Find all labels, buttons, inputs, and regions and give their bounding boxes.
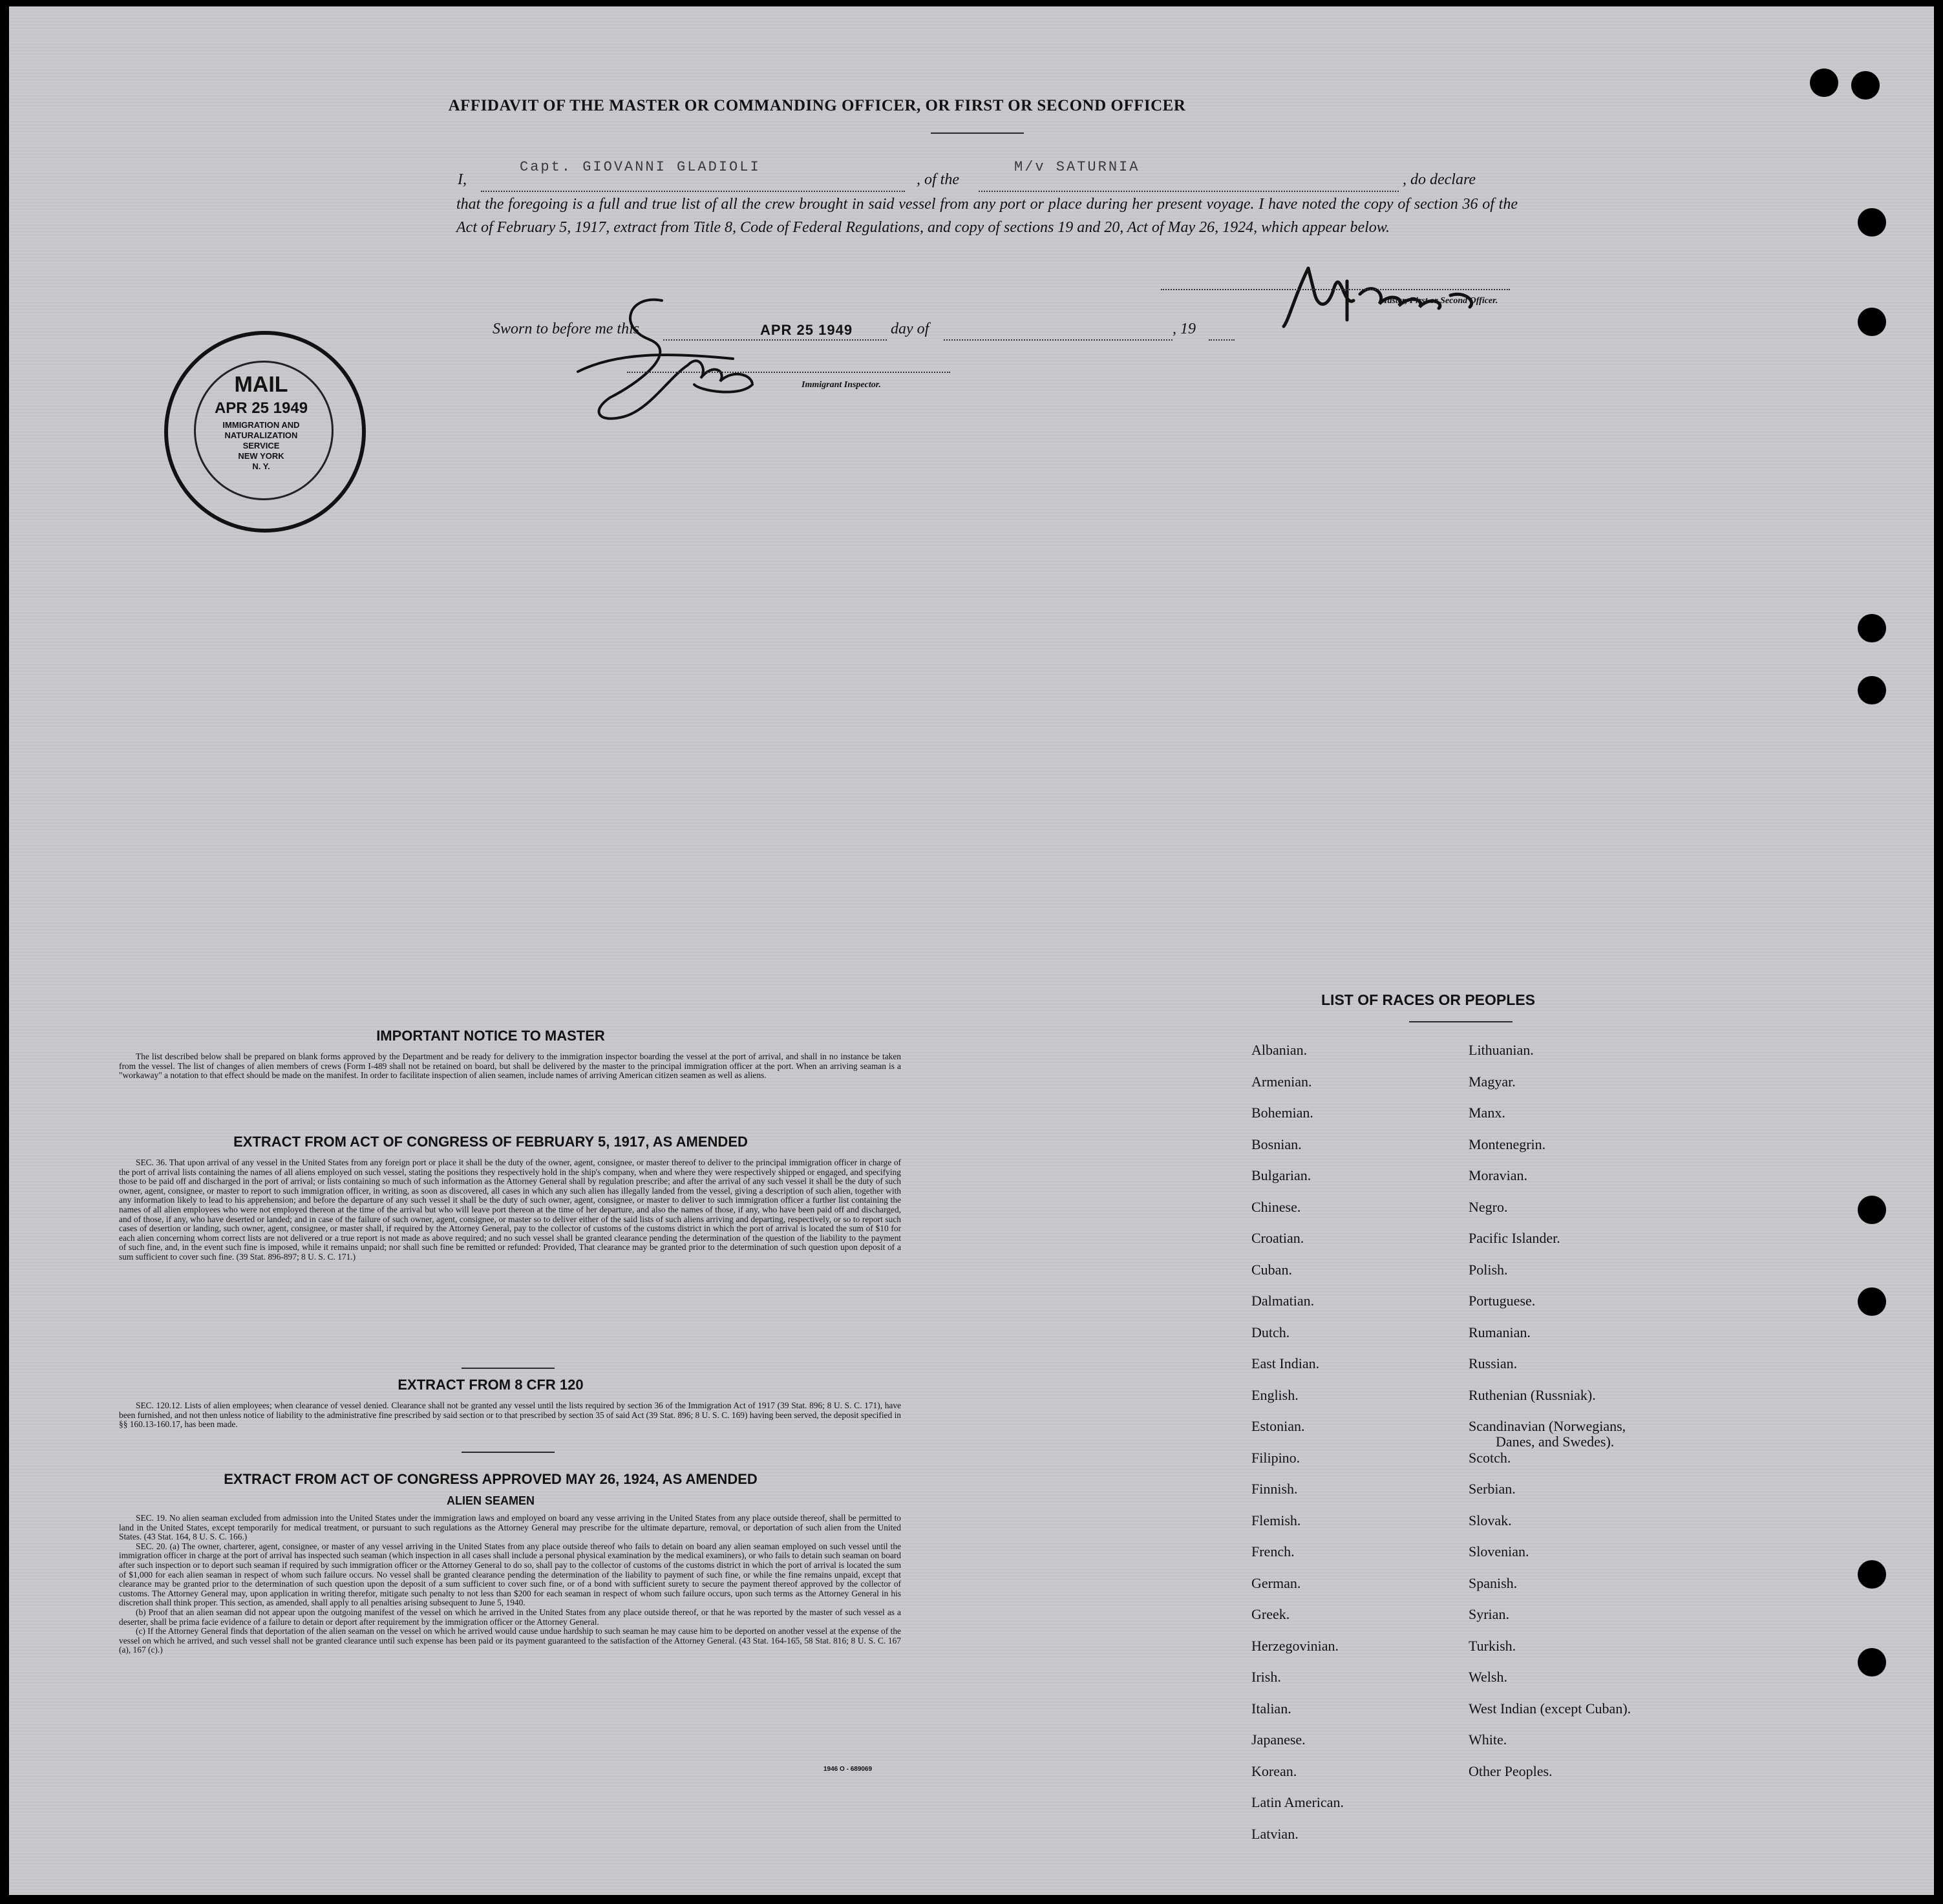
extract-1917-text — [119, 1158, 901, 1262]
sec-19-paragraph: SEC. 19. No alien seaman excluded from admission into the United States under the immigration laws and employed on board any vesse arriving in the United States from any place outside thereof, shall be permitted to land in the United States, except temporarily for medical treatment, or pursuant to such regulations as the Attorney General may prescribe for the ultimate departure, removal, or deportation of such alien from the United States. (43 Stat. 164, 8 U. S. C. 166.) — [119, 1513, 901, 1542]
race-item: Ruthenian (Russniak). — [1469, 1386, 1596, 1403]
inspector-signature-line — [627, 372, 950, 373]
race-item: Greek. — [1251, 1606, 1290, 1622]
race-item: Irish. — [1251, 1669, 1281, 1685]
binder-hole — [1858, 1648, 1886, 1677]
race-item: Slovenian. — [1469, 1543, 1529, 1560]
race-item: Croatian. — [1251, 1230, 1304, 1246]
race-item: Italian. — [1251, 1700, 1291, 1717]
races-title: LIST OF RACES OR PEOPLES — [1321, 991, 1535, 1008]
sec-120-paragraph: SEC. 120.12. Lists of alien employees; when clearance of vessel denied. Clearance shall not be granted any vessel until the lists required by section 36 of the Immigration Act of 1917 (39 Stat. 896; 8 U. S. C. 171), have been furnished, and not then unless notice of liability to the administrative fine prescribed by said section or to that prescribed by section 35 of said Act (39 Stat. 896; 8 U. S. C. 169) having been served, the deposit specified in §§ 160.13-160.17, has been made. — [119, 1401, 901, 1430]
master-name-line — [481, 191, 905, 192]
race-item: Chinese. — [1251, 1198, 1301, 1215]
race-item: Manx. — [1469, 1105, 1505, 1121]
race-item: Armenian. — [1251, 1073, 1312, 1090]
race-item: English. — [1251, 1386, 1299, 1403]
binder-hole — [1810, 69, 1838, 97]
binder-hole — [1858, 208, 1886, 237]
race-item: Portuguese. — [1469, 1293, 1536, 1309]
extract-cfr-text — [119, 1401, 901, 1430]
month-line — [944, 339, 1173, 341]
race-item: Dutch. — [1251, 1324, 1290, 1340]
race-item: Welsh. — [1469, 1669, 1507, 1685]
race-item: Finnish. — [1251, 1481, 1298, 1497]
race-item: Spanish. — [1469, 1574, 1518, 1591]
race-item: French. — [1251, 1543, 1295, 1560]
day-of-label: day of — [891, 321, 929, 337]
print-code: 1946 O - 689069 — [823, 1766, 873, 1773]
stamp-line4: NEW YORK — [238, 451, 284, 461]
officer-signature-line — [1161, 289, 1510, 290]
binder-hole — [1858, 308, 1886, 336]
document-page — [9, 6, 1934, 1895]
notice-title: IMPORTANT NOTICE TO MASTER — [376, 1028, 605, 1044]
race-item: Serbian. — [1469, 1481, 1516, 1497]
year-line — [1209, 339, 1235, 341]
race-item: Lithuanian. — [1469, 1042, 1534, 1058]
races-rule — [1409, 1021, 1513, 1022]
stamp-mail: MAIL — [234, 372, 288, 397]
affidavit-body: that the foregoing is a full and true list of all the crew brought in said vessel from any port or place during her present voyage. I have noted the copy of section 36 of the Act of February 5, 1917, extract from Title 8, Code of Federal Regulations, and copy of sections 19 and 20, Act of May 26, 1924, which appear below. — [456, 196, 1518, 236]
inspector-signature — [539, 288, 785, 430]
race-item: Other Peoples. — [1469, 1762, 1553, 1779]
race-item: Albanian. — [1251, 1042, 1308, 1058]
officer-caption: Master, First or Second Officer. — [1379, 296, 1498, 306]
race-item: Filipino. — [1251, 1449, 1301, 1466]
stamp-line1: IMMIGRATION AND — [222, 420, 300, 430]
sec-36-paragraph: SEC. 36. That upon arrival of any vessel in the United States from any foreign port or place it shall be the duty of the owner, agent, consignee, or master thereof to deliver to the principal immigration officer in charge of the port of arrival lists containing the names of all aliens employed on such vessel, stating the positions they respectively hold in the ship's company, when and where they were respectively shipped or engaged, and specifying those to be paid off and discharged in the port of arrival; or lists containing so much of such information as the Attorney General shall by regulation prescribe; and after the arrival of any such vessel it shall be the duty of such owner, agent, consignee, or master to report to such immigration officer, in writing, as soon as discovered, all cases in which any such alien has illegally landed from the vessel, giving a description of such alien, together with any information likely to lead to his apprehension; and before the departure of any such vessel it shall be the duty of such owner, agent, consignee, or master to deliver to such immigration officer a further list containing the names of all alien employees who were not employed thereon at the time of the arrival but who will leave port thereon at the time of her departure, and also the names of those, if any, who have been paid off and discharged, and of those, if any, who have deserted or landed; and in case of the failure of such owner, agent, consignee, or master so to deliver either of the said lists of such aliens arriving and departing, respectively, or so to report such cases of desertion or landing, such owner, agent, consignee, or master shall, if required by the Attorney General, pay to the collector of customs of the customs district in which the port of arrival is located the sum of $10 for each alien concerning whom correct lists are not delivered or a true report is not made as above required; and no such vessel shall be granted clearance pending the determination of the question of the liability to the payment of such fine, and, in the event such fine is imposed, while it remains unpaid; nor shall such fine be remitted or refunded: Provided, That clearance may be granted prior to the determination of such question upon deposit of a sum sufficient to cover such fine. (39 Stat. 896-897; 8 U. S. C. 171.) — [119, 1158, 901, 1262]
title-rule — [931, 132, 1024, 134]
extract-1924-title: EXTRACT FROM ACT OF CONGRESS APPROVED MAY 26, 1924, AS AMENDED — [224, 1471, 758, 1487]
race-item: Syrian. — [1469, 1606, 1509, 1622]
race-item: Latvian. — [1251, 1825, 1299, 1842]
race-item: Bosnian. — [1251, 1136, 1302, 1152]
race-item: West Indian (except Cuban). — [1469, 1700, 1631, 1717]
race-item: Korean. — [1251, 1762, 1297, 1779]
notice-paragraph: The list described below shall be prepared on blank forms approved by the Department and be ready for delivery to the immigration inspector boarding the vessel at the port of arrival, and shall in no instance be taken from the vessel. The list of changes of alien members of crews (Form I-489 shall not be retained on board, but shall be delivered by the master to the principal immigration officer at the port. When an arriving seaman is a "workaway" a notation to that effect should be made on the manifest. In order to facilitate inspection of alien seamen, include names of arriving American citizen seamen as well as aliens. — [119, 1052, 901, 1081]
vessel-name-value: M/v SATURNIA — [1014, 159, 1140, 175]
race-item: Pacific Islander. — [1469, 1230, 1560, 1246]
race-item: Cuban. — [1251, 1261, 1292, 1278]
race-item: Scotch. — [1469, 1449, 1511, 1466]
notice-text — [119, 1052, 901, 1081]
race-item: Herzegovinian. — [1251, 1637, 1339, 1654]
binder-hole — [1858, 1196, 1886, 1224]
sworn-date-stamp: APR 25 1949 — [760, 322, 853, 338]
inspector-caption: Immigrant Inspector. — [802, 380, 881, 390]
do-declare-label: , do declare — [1403, 171, 1476, 188]
race-item: Flemish. — [1251, 1512, 1301, 1528]
stamp-date: APR 25 1949 — [214, 399, 308, 417]
cfr-rule — [462, 1368, 555, 1369]
race-item: Slovak. — [1469, 1512, 1512, 1528]
year-label: , 19 — [1173, 321, 1196, 337]
race-item: Montenegrin. — [1469, 1136, 1546, 1152]
sworn-label: Sworn to before me this — [493, 321, 640, 337]
binder-hole — [1858, 1287, 1886, 1316]
race-item: German. — [1251, 1574, 1301, 1591]
extract-1917-title: EXTRACT FROM ACT OF CONGRESS OF FEBRUARY 5, 1917, AS AMENDED — [233, 1134, 748, 1150]
stamp-line5: N. Y. — [252, 461, 270, 471]
extract-cfr-title: EXTRACT FROM 8 CFR 120 — [398, 1377, 584, 1393]
race-item: Danes, and Swedes). — [1496, 1433, 1615, 1450]
binder-hole — [1858, 1560, 1886, 1589]
affidavit-i: I, — [458, 171, 467, 188]
race-item: Russian. — [1469, 1355, 1518, 1371]
stamp-line3: SERVICE — [242, 441, 280, 450]
sec-20a-paragraph: SEC. 20. (a) The owner, charterer, agent, consignee, or master of any vessel arriving in the United States from any place outside thereof who fails to detain on board any alien seaman employed on such vessel until the immigration officer in charge at the port of arrival has inspected such seaman (which inspection in all cases shall include a personal physical examination by the medical examiners), or who fails to detain such seaman on board after such inspection or to deport such seaman if required by such immigration officer or the Attorney General to do so, shall pay to the collector of customs of the customs district in which the port of arrival is located the sum of $1,000 for each alien seaman in respect of whom such failure occurs. No vessel shall be granted clearance pending the determination of the liability to payment of such fine, or while the fine remains unpaid, except that clearance may be granted prior to the determination of such question upon the deposit of a sum sufficient to cover such fine, or of a bond with sufficient surety to secure the payment thereof approved by the collector of customs. The Attorney General may, upon application in writing therefor, mitigate such penalty to not less than $200 for each seaman in respect of whom such failure occurs, upon such terms as the Attorney General in his discretion shall think proper. This section, as amended, shall apply to all penalties arising subsequent to June 5, 1940. — [119, 1541, 901, 1608]
race-item: White. — [1469, 1731, 1507, 1748]
master-name-value: Capt. GIOVANNI GLADIOLI — [520, 159, 761, 175]
vessel-name-line — [979, 191, 1399, 192]
act-1924-rule — [462, 1452, 555, 1453]
alien-seamen-subtitle: ALIEN SEAMEN — [446, 1494, 535, 1507]
stamp-line2: NATURALIZATION — [224, 430, 298, 440]
race-item: Turkish. — [1469, 1637, 1516, 1654]
binder-hole — [1858, 614, 1886, 642]
race-item: Bulgarian. — [1251, 1167, 1311, 1183]
race-item: East Indian. — [1251, 1355, 1320, 1371]
race-item: Negro. — [1469, 1198, 1508, 1215]
race-item: Bohemian. — [1251, 1105, 1313, 1121]
sec-20b-paragraph: (b) Proof that an alien seaman did not appear upon the outgoing manifest of the vessel on which he arrived in the United States from any place outside thereof, or that he was reported by the master of such vessel as a deserter, shall be prima facie evidence of a failure to detain or deport after requirement by the immigration officer or the Attorney General. — [119, 1607, 901, 1627]
race-item: Latin American. — [1251, 1794, 1344, 1810]
race-item: Magyar. — [1469, 1073, 1516, 1090]
race-item: Polish. — [1469, 1261, 1508, 1278]
extract-1924-text — [119, 1514, 901, 1655]
binder-hole — [1851, 71, 1880, 100]
race-item: Scandinavian (Norwegians, — [1469, 1418, 1626, 1434]
race-item: Estonian. — [1251, 1418, 1305, 1434]
race-item: Rumanian. — [1469, 1324, 1531, 1340]
race-item: Dalmatian. — [1251, 1293, 1315, 1309]
race-item: Japanese. — [1251, 1731, 1306, 1748]
race-item: Moravian. — [1469, 1167, 1528, 1183]
binder-hole — [1858, 676, 1886, 704]
sec-20c-paragraph: (c) If the Attorney General finds that deportation of the alien seaman on the vessel on which he arrived would cause undue hardship to such seaman he may cause him to be deported on another vessel at the expense of the vessel on which he arrived, and such vessel shall not be granted clearance until such expense has been paid or its payment guaranteed to the satisfaction of the Attorney General. (43 Stat. 164-165, 58 Stat. 816; 8 U. S. C. 167 (a), 167 (c).) — [119, 1626, 901, 1655]
affidavit-title: AFFIDAVIT OF THE MASTER OR COMMANDING OFFICER, OR FIRST OR SECOND OFFICER — [448, 97, 1186, 114]
immigration-mail-stamp — [164, 331, 366, 533]
officer-signature — [1269, 255, 1515, 333]
of-the-label: , of the — [917, 171, 959, 188]
